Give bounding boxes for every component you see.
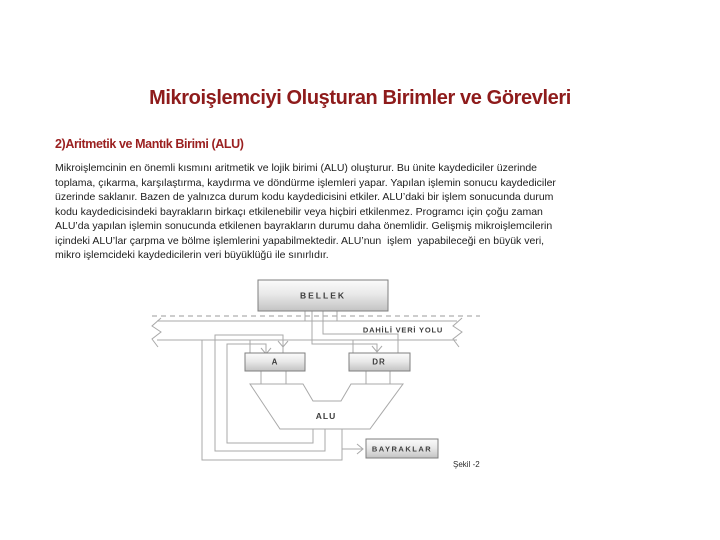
body-line: toplama, çıkarma, karşılaştırma, kaydırma ve döndürme işlemleri yapar. Yapılan işlemin sonucu kaydediciler xyxy=(55,176,556,189)
alu-label: ALU xyxy=(315,411,337,421)
bus-break-right xyxy=(453,318,462,347)
figure-caption: Şekil -2 xyxy=(453,460,480,469)
body-line: ALU’da yapılan işlemin sonucunda etkilenen bayrakların durumu daha önemlidir. Gelişmiş mikroişlemcilerin xyxy=(55,220,553,232)
body-line: üzerinde saklanır. Bazen de yalnızca durum kodu kaydedicisini etkiler. ALU’daki bir işlem sonucunda durum xyxy=(55,191,554,203)
body-line: mikro işlemcideki kaydedicilerin veri büyüklüğü ile sınırlıdır. xyxy=(55,249,329,261)
flags-label: BAYRAKLAR xyxy=(371,444,433,454)
bus-break-left xyxy=(152,318,161,347)
memory-label: BELLEK xyxy=(300,290,346,301)
body-line: Mikroişlemcinin en önemli kısmını aritmetik ve lojik birimi (ALU) oluşturur. Bu ünite kaydediciler üzerinde xyxy=(55,162,538,174)
body-line: kodu kaydedicisindeki bayrakların birkaçı etkilenebilir veya hiçbiri etkilenmez. Programcı için çoğu zaman xyxy=(55,205,543,218)
section-heading: 2)Aritmetik ve Mantık Birimi (ALU) xyxy=(55,137,244,151)
slide-title: Mikroişlemciyi Oluşturan Birimler ve Görevleri xyxy=(149,87,571,109)
alu-shape xyxy=(250,384,403,429)
bus-label: DAHİLİ VERİ YOLU xyxy=(362,325,444,335)
register-a-label: A xyxy=(271,357,279,367)
register-alu-stubs xyxy=(261,371,390,384)
register-dr-label: DR xyxy=(372,357,386,367)
body-line: içindeki ALU’lar çarpma ve bölme işlemlerini yapabilmektedir. ALU’nun işlem yapabileceği en büyük veri, xyxy=(55,234,545,247)
